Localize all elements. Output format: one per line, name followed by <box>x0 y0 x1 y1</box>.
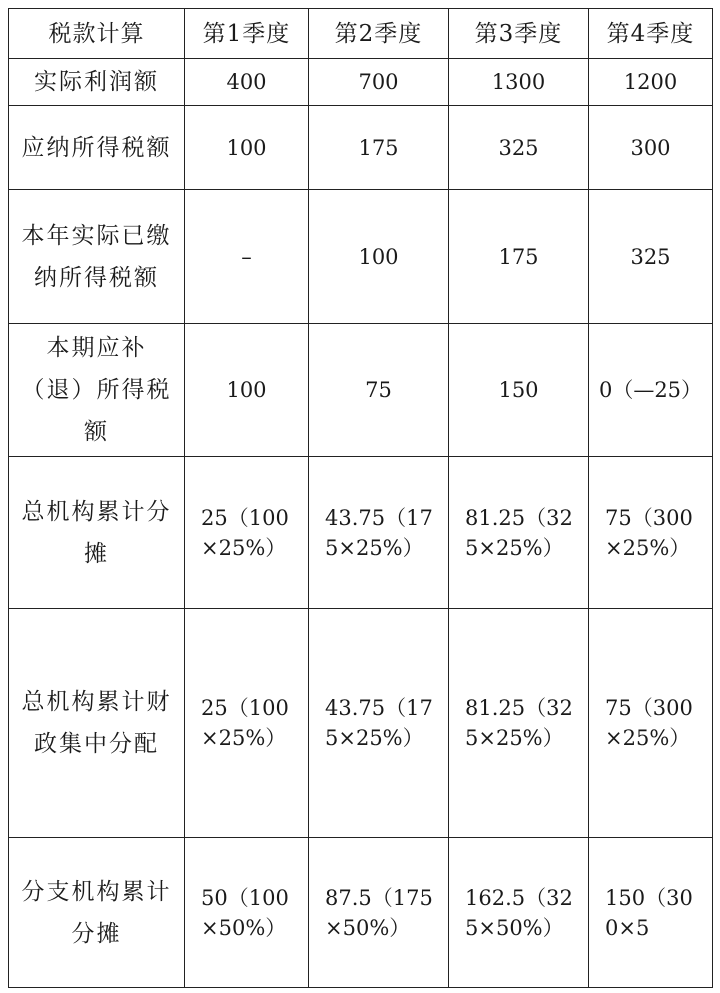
table-cell: 0（—25） <box>589 324 713 457</box>
table-cell: 1300 <box>449 59 589 106</box>
table-cell: 100 <box>185 106 309 190</box>
row-label: 总机构累计财政集中分配 <box>9 609 185 838</box>
header-cell-q1: 第1季度 <box>185 9 309 59</box>
table-cell: 50（100×50%） <box>185 838 309 988</box>
table-row <box>9 838 713 988</box>
header-cell-tax-calc: 税款计算 <box>9 9 185 59</box>
row-label: 应纳所得税额 <box>9 106 185 190</box>
table-cell: 175 <box>309 106 449 190</box>
table-row <box>9 324 713 457</box>
table-cell: 25（100×25%） <box>185 457 309 609</box>
table-cell: 300 <box>589 106 713 190</box>
row-label: 本期应补（退）所得税额 <box>9 324 185 457</box>
table-cell: 81.25（325×25%） <box>449 609 589 838</box>
table-cell: 325 <box>589 190 713 324</box>
header-cell-q2: 第2季度 <box>309 9 449 59</box>
table-cell: 400 <box>185 59 309 106</box>
table-cell: 75（300×25%） <box>589 457 713 609</box>
table-cell: 87.5（175×50%） <box>309 838 449 988</box>
table-row <box>9 457 713 609</box>
table-cell: 162.5（325×50%） <box>449 838 589 988</box>
header-cell-q3: 第3季度 <box>449 9 589 59</box>
table-cell: – <box>185 190 309 324</box>
table-cell: 81.25（325×25%） <box>449 457 589 609</box>
table-cell: 43.75（175×25%） <box>309 609 449 838</box>
tax-table <box>8 8 713 988</box>
table-cell: 700 <box>309 59 449 106</box>
table-cell: 150 <box>449 324 589 457</box>
table-cell: 325 <box>449 106 589 190</box>
table-row <box>9 609 713 838</box>
table-header-row <box>9 9 713 59</box>
table-row <box>9 106 713 190</box>
header-cell-q4: 第4季度 <box>589 9 713 59</box>
row-label: 本年实际已缴纳所得税额 <box>9 190 185 324</box>
row-label: 分支机构累计分摊 <box>9 838 185 988</box>
table-cell: 43.75（175×25%） <box>309 457 449 609</box>
table-cell: 100 <box>185 324 309 457</box>
table-cell: 100 <box>309 190 449 324</box>
table-row <box>9 59 713 106</box>
row-label: 总机构累计分摊 <box>9 457 185 609</box>
table-cell: 1200 <box>589 59 713 106</box>
table-cell: 175 <box>449 190 589 324</box>
table-cell: 25（100×25%） <box>185 609 309 838</box>
table-cell: 75 <box>309 324 449 457</box>
table-row <box>9 190 713 324</box>
table-cell: 75（300×25%） <box>589 609 713 838</box>
row-label: 实际利润额 <box>9 59 185 106</box>
table-cell: 150（300×5 <box>589 838 713 988</box>
